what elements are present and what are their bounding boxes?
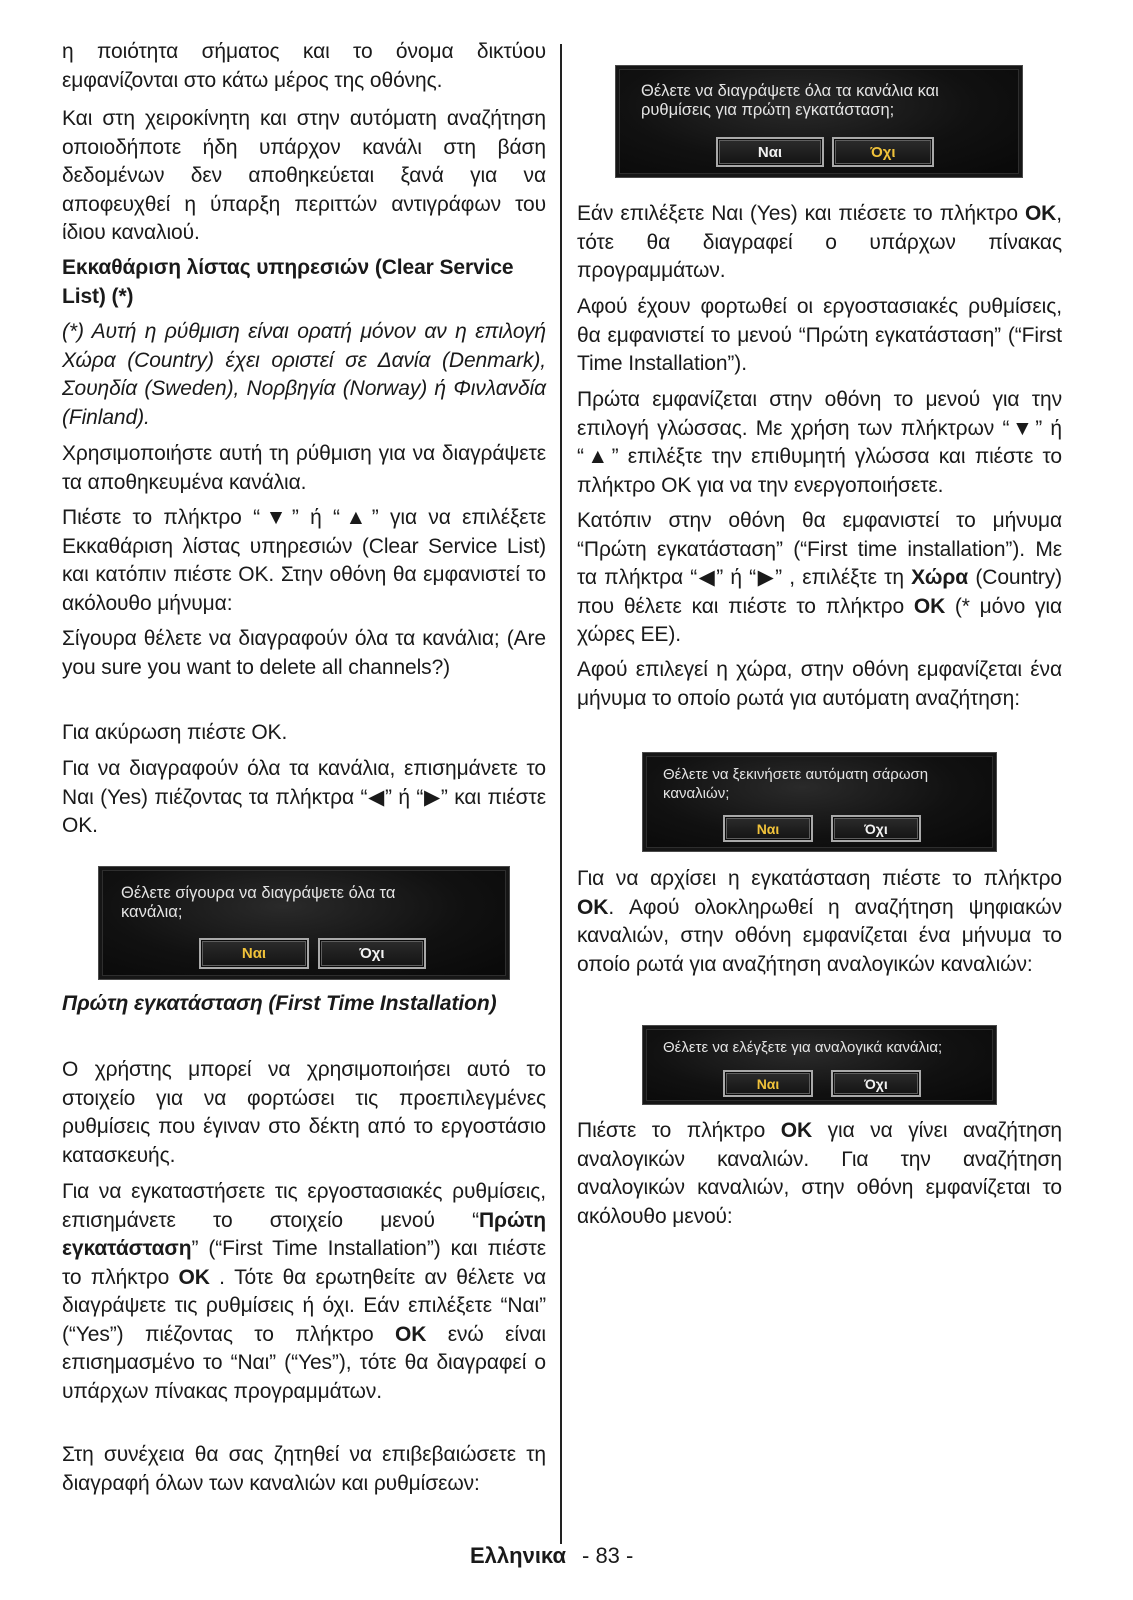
ok-key-label: OK — [395, 1322, 427, 1346]
signal-info-paragraph: η ποιότητα σήματος και το όνομα δικτύου εμφανίζονται στο κάτω μέρος της οθόνης. — [62, 40, 546, 92]
clear-service-list-usage: Χρησιμοποιήστε αυτή τη ρύθμιση για να διαγράψετε τα αποθηκευμένα κανάλια. — [62, 442, 546, 494]
text-run: , τότε θα διαγραφεί ο υπάρχων πίνακας προγραμμάτων. — [577, 202, 1062, 282]
ok-key-label: OK — [780, 1119, 813, 1142]
yes-button: Ναι — [716, 137, 824, 167]
yes-button: Ναι — [199, 938, 309, 969]
no-button: Όχι — [831, 815, 921, 842]
no-button: Όχι — [318, 938, 426, 969]
analog-search-dialog-screenshot — [642, 1025, 997, 1105]
text-run: ” (“First Time Installation”) και πιέστε το πλήκτρο — [62, 1237, 546, 1289]
no-button: Όχι — [832, 137, 934, 167]
delete-hint-paragraph: Για να διαγραφούν όλα τα κανάλια, επισημάνετε το Ναι (Yes) πιέζοντας τα πλήκτρα “◀” ή “▶” και πιέστε OK. — [62, 757, 546, 837]
cancel-hint-paragraph: Για ακύρωση πιέστε OK. — [62, 721, 288, 744]
text-run: Για να αρχίσει η εγκατάσταση πιέστε το πλήκτρο — [577, 867, 1062, 890]
clear-service-list-heading: Εκκαθάριση λίστας υπηρεσιών (Clear Service List) (*) — [62, 256, 514, 308]
confirm-question-paragraph: Σίγουρα θέλετε να διαγραφούν όλα τα κανάλια; (Are you sure you want to delete all channels?) — [62, 627, 546, 679]
text-run: Για να εγκαταστήσετε τις εργοστασιακές ρυθμίσεις, επισημάνετε το στοιχείο μενού “ — [62, 1180, 546, 1232]
column-divider — [560, 44, 562, 1544]
clear-service-list-note: (*) Αυτή η ρύθμιση είναι ορατή μόνον αν η επιλογή Χώρα (Country) έχει οριστεί σε Δανία (Denmark), Σουηδία (Sweden), Νορβηγία (Norway) ή Φινλανδία (Finland). — [62, 320, 546, 429]
text-run: Κατόπιν στην οθόνη θα εμφανιστεί το μήνυμα “Πρώτη εγκατάσταση” (“First time installation”). Με τα πλήκτρα “◀” ή “▶” , επιλέξτε τη — [577, 509, 1062, 589]
clear-service-list-instructions: Πιέστε το πλήκτρο “▼” ή “▲” για να επιλέξετε Εκκαθάριση λίστας υπηρεσιών (Clear Service List) και κατόπιν πιέστε OK. Στην οθόνη θα εμφανιστεί το ακόλουθο μήνυμα: — [62, 506, 546, 615]
footer-language-label: Ελληνικα — [470, 1543, 566, 1568]
yes-button: Ναι — [723, 815, 813, 842]
ok-key-label: OK — [178, 1265, 210, 1289]
text-run: . Αφού ολοκληρωθεί η αναζήτηση ψηφιακών καναλιών, στην οθόνη εμφανίζεται ένα μήνυμα το οποίο ρωτά για αναζήτηση αναλογικών καναλιών: — [577, 895, 1062, 976]
text-run: Εάν επιλέξετε Ναι (Yes) και πιέσετε το πλήκτρο — [577, 202, 1025, 225]
dialog-message: Θέλετε να ξεκινήσετε αυτόματη σάρωση καναλιών; — [663, 766, 929, 802]
yes-button: Ναι — [723, 1070, 813, 1097]
duplicate-channels-paragraph: Και στη χειροκίνητη και στην αυτόματη αναζήτηση οποιοδήποτε ήδη υπάρχον κανάλι στη βάση δεδομένων δεν αποθηκεύεται ξανά για να αποφευχθεί η ύπαρξη περιττών αντιγράφων του ίδιου καναλιού. — [62, 107, 546, 244]
confirm-delete-all-paragraph: Στη συνέχεια θα σας ζητηθεί να επιβεβαιώσετε τη διαγραφή όλων των καναλιών και ρυθμίσεων: — [62, 1443, 546, 1495]
dialog-message: Θέλετε να ελέγξετε για αναλογικά κανάλια; — [663, 1039, 943, 1056]
auto-scan-dialog-screenshot — [642, 752, 997, 852]
delete-channels-dialog-screenshot — [98, 866, 510, 980]
page-number: - 83 - — [582, 1543, 634, 1568]
start-install-paragraph — [577, 865, 1062, 979]
country-select-paragraph — [577, 507, 1062, 650]
page-footer — [470, 1541, 633, 1571]
text-run: για να γίνει αναζήτηση αναλογικών καναλιών. Για την αναζήτηση αναλογικών καναλιών, στην οθόνη εμφανίζεται το ακόλουθο μενού: — [577, 1119, 1063, 1228]
text-run: ενώ είναι επισημασμένο το “Ναι” (“Yes”), τότε θα διαγραφεί ο υπάρχων πίνακας προγραμμάτων. — [62, 1322, 546, 1403]
ok-key-label: OK — [913, 594, 946, 618]
first-time-installation-steps — [62, 1178, 546, 1406]
yes-result-paragraph — [577, 200, 1062, 286]
text-run: Πιέστε το πλήκτρο — [577, 1119, 781, 1142]
ok-key-label: OK — [1024, 202, 1057, 225]
ok-key-label: OK — [577, 895, 609, 919]
dialog-message: Θέλετε να διαγράψετε όλα τα κανάλια και ρυθμίσεις για πρώτη εγκατάσταση; — [641, 82, 939, 119]
first-time-installation-intro: Ο χρήστης μπορεί να χρησιμοποιήσει αυτό το στοιχείο για να φορτώσει τις προεπιλεγμένες ρυθμίσεις που έγιναν στο δέκτη από το εργοστάσιο κατασκευής. — [62, 1058, 546, 1167]
country-setting-label: Χώρα — [911, 566, 969, 589]
text-run: . Τότε θα ερωτηθείτε αν θέλετε να διαγράψετε τις ρυθμίσεις ή όχι. Εάν επιλέξετε “Ναι” (“Yes”) πιέζοντας το πλήκτρο — [62, 1265, 546, 1346]
auto-search-prompt-paragraph: Αφού επιλεγεί η χώρα, στην οθόνη εμφανίζεται ένα μήνυμα το οποίο ρωτά για αυτόματη αναζήτηση: — [577, 658, 1062, 710]
after-load-paragraph: Αφού έχουν φορτωθεί οι εργοστασιακές ρυθμίσεις, θα εμφανιστεί το μενού “Πρώτη εγκατάσταση” (“First Time Installation”). — [577, 295, 1062, 375]
first-time-installation-heading: Πρώτη εγκατάσταση (First Time Installation) — [62, 992, 497, 1015]
no-button: Όχι — [831, 1070, 921, 1097]
text-run: (Country) που θέλετε και πιέστε το πλήκτρο — [577, 566, 1062, 618]
dialog-message: Θέλετε σίγουρα να διαγράψετε όλα τα κανάλια; — [121, 884, 396, 921]
menu-item-name: Πρώτη εγκατάσταση — [62, 1208, 546, 1260]
reset-settings-dialog-screenshot — [615, 65, 1023, 178]
analog-search-paragraph — [577, 1117, 1062, 1231]
text-run: (* μόνο για χώρες ΕΕ). — [577, 594, 1062, 646]
language-select-paragraph: Πρώτα εμφανίζεται στην οθόνη το μενού για την επιλογή γλώσσας. Με χρήση των πλήκτρων “▼” ή “▲” επιλέξτε την επιθυμητή γλώσσα και πιέστε το πλήκτρο OK για να την ενεργοποιήσετε. — [577, 388, 1062, 497]
